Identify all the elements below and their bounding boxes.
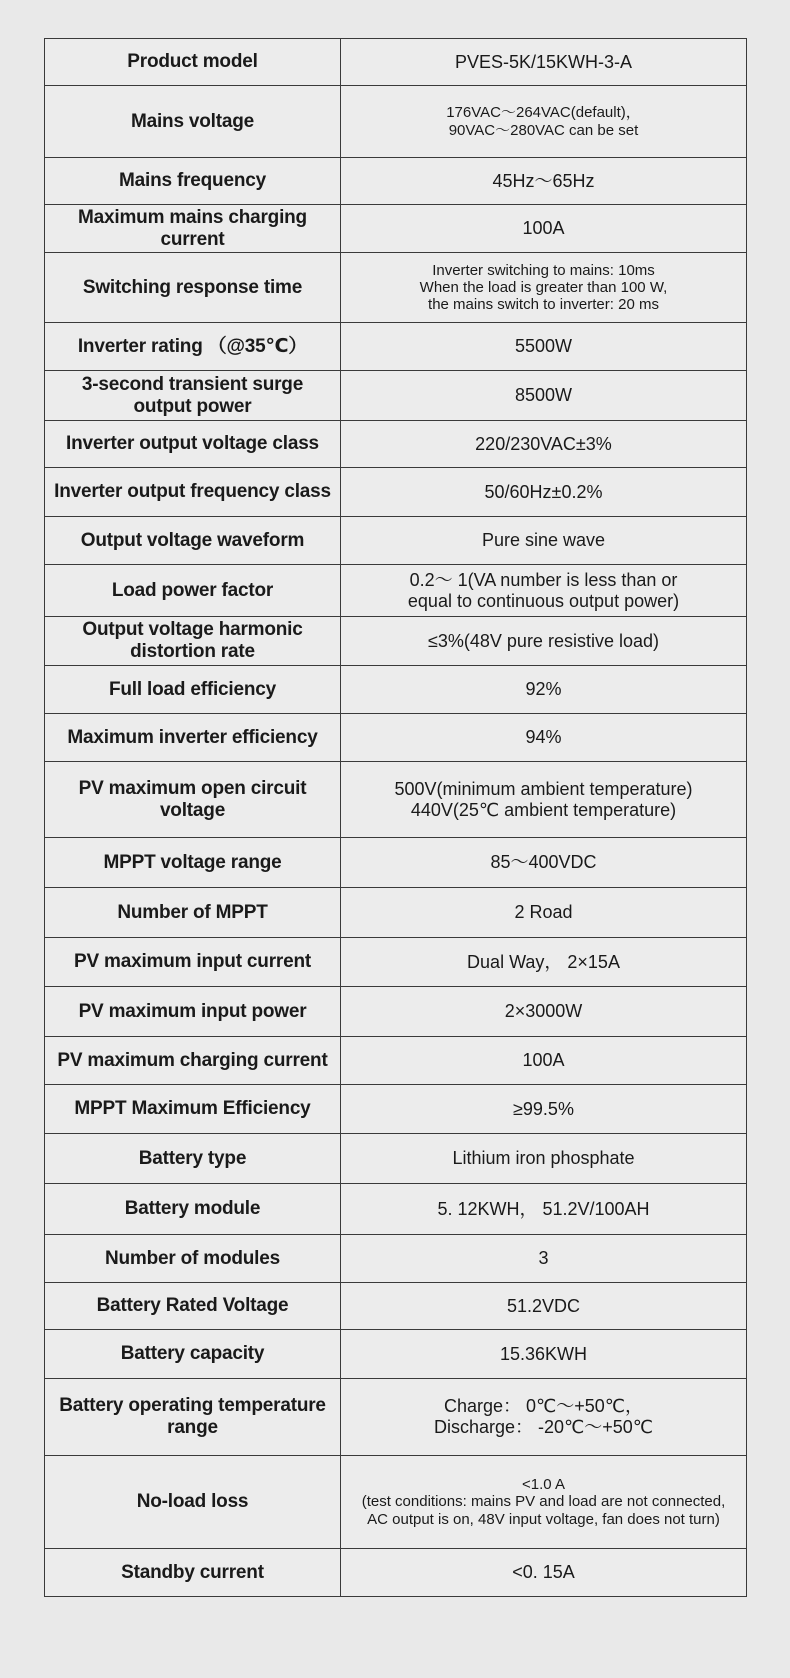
spec-value-line: Inverter switching to mains: 10ms bbox=[432, 261, 655, 279]
spec-label: Inverter output frequency class bbox=[45, 468, 341, 517]
spec-label: Maximum mains charging current bbox=[45, 205, 341, 253]
table-row bbox=[45, 666, 747, 714]
spec-table-body bbox=[45, 39, 747, 1597]
spec-value bbox=[341, 253, 747, 323]
table-row bbox=[45, 1283, 747, 1330]
spec-label: Full load efficiency bbox=[45, 666, 341, 714]
table-row bbox=[45, 323, 747, 371]
spec-value bbox=[341, 838, 747, 888]
spec-value-line: ≤3%(48V pure resistive load) bbox=[428, 630, 659, 651]
spec-value bbox=[341, 205, 747, 253]
table-row bbox=[45, 86, 747, 158]
spec-value bbox=[341, 39, 747, 86]
spec-value bbox=[341, 1235, 747, 1283]
spec-value bbox=[341, 1330, 747, 1379]
spec-label: Output voltage harmonic distortion rate bbox=[45, 617, 341, 666]
spec-label: Battery capacity bbox=[45, 1330, 341, 1379]
table-row bbox=[45, 371, 747, 421]
spec-label: Standby current bbox=[45, 1549, 341, 1597]
spec-value-line: 50/60Hz±0.2% bbox=[484, 481, 603, 502]
table-row bbox=[45, 565, 747, 617]
spec-value bbox=[341, 565, 747, 617]
spec-value bbox=[341, 323, 747, 371]
spec-value-line: 5500W bbox=[514, 336, 573, 357]
spec-value-line: 500V(minimum ambient temperature) bbox=[394, 778, 693, 799]
spec-value-line: ≥99.5% bbox=[513, 1098, 574, 1119]
spec-value-line: Dual Way， 2×15A bbox=[467, 951, 620, 972]
spec-value bbox=[341, 1085, 747, 1134]
spec-label: Product model bbox=[45, 39, 341, 86]
spec-value-line: 100A bbox=[522, 1050, 565, 1071]
table-row bbox=[45, 253, 747, 323]
spec-value-line: 5. 12KWH， 51.2V/100AH bbox=[437, 1198, 650, 1219]
table-row bbox=[45, 1456, 747, 1549]
spec-value-line: Pure sine wave bbox=[481, 530, 606, 551]
spec-value bbox=[341, 1184, 747, 1235]
table-row bbox=[45, 1549, 747, 1597]
table-row bbox=[45, 1330, 747, 1379]
spec-label: MPPT Maximum Efficiency bbox=[45, 1085, 341, 1134]
spec-value-line: 176VAC～264VAC(default)， bbox=[446, 104, 641, 122]
spec-value-line: Charge： 0℃～+50℃， bbox=[443, 1396, 643, 1417]
spec-label: MPPT voltage range bbox=[45, 838, 341, 888]
spec-label: Battery type bbox=[45, 1134, 341, 1184]
spec-value-line: 8500W bbox=[514, 385, 573, 406]
spec-value-line: 220/230VAC±3% bbox=[475, 433, 612, 454]
spec-value-line: 94% bbox=[525, 727, 562, 748]
spec-value-line: PVES-5K/15KWH-3-A bbox=[454, 51, 633, 72]
spec-value-line: 92% bbox=[525, 679, 562, 700]
spec-label: Mains voltage bbox=[45, 86, 341, 158]
spec-value bbox=[341, 86, 747, 158]
spec-table bbox=[44, 38, 747, 1597]
spec-value-line: 51.2VDC bbox=[506, 1295, 581, 1316]
table-row bbox=[45, 1085, 747, 1134]
spec-label: Mains frequency bbox=[45, 158, 341, 205]
spec-value-line: 45Hz～65Hz bbox=[492, 170, 595, 191]
spec-label: 3-second transient surge output power bbox=[45, 371, 341, 421]
spec-value bbox=[341, 888, 747, 938]
spec-value-line: 90VAC～280VAC can be set bbox=[448, 121, 639, 139]
spec-value bbox=[341, 421, 747, 468]
spec-value-line: When the load is greater than 100 W, bbox=[419, 278, 668, 296]
spec-label: Output voltage waveform bbox=[45, 517, 341, 565]
spec-value-line: AC output is on, 48V input voltage, fan does not turn) bbox=[367, 1510, 720, 1528]
spec-label: PV maximum input current bbox=[45, 938, 341, 987]
spec-value-line: Discharge： -20℃～+50℃ bbox=[433, 1417, 653, 1437]
spec-label: Load power factor bbox=[45, 565, 341, 617]
spec-label: Battery Rated Voltage bbox=[45, 1283, 341, 1330]
spec-label: Inverter output voltage class bbox=[45, 421, 341, 468]
spec-label: Maximum inverter efficiency bbox=[45, 714, 341, 762]
spec-value-line: 85～400VDC bbox=[490, 852, 597, 873]
spec-value bbox=[341, 158, 747, 205]
spec-value bbox=[341, 1037, 747, 1085]
spec-value-line: Lithium iron phosphate bbox=[452, 1148, 635, 1169]
table-row bbox=[45, 1379, 747, 1456]
spec-value-line: 15.36KWH bbox=[499, 1343, 588, 1364]
spec-value bbox=[341, 938, 747, 987]
spec-label: PV maximum charging current bbox=[45, 1037, 341, 1085]
spec-value bbox=[341, 666, 747, 714]
table-row bbox=[45, 1184, 747, 1235]
table-row bbox=[45, 838, 747, 888]
spec-label: Battery operating temperature range bbox=[45, 1379, 341, 1456]
table-row bbox=[45, 938, 747, 987]
spec-value-line: 0.2～ 1(VA number is less than or bbox=[409, 569, 678, 590]
spec-label: Inverter rating （@35℃） bbox=[45, 323, 341, 371]
spec-value bbox=[341, 517, 747, 565]
spec-value-line: the mains switch to inverter: 20 ms bbox=[428, 296, 659, 314]
table-row bbox=[45, 1134, 747, 1184]
table-row bbox=[45, 888, 747, 938]
spec-value bbox=[341, 1134, 747, 1184]
spec-value-line: <1.0 A bbox=[522, 1476, 565, 1494]
spec-value bbox=[341, 762, 747, 838]
spec-label: PV maximum input power bbox=[45, 987, 341, 1037]
spec-value-line: 100A bbox=[522, 218, 565, 239]
spec-value bbox=[341, 617, 747, 666]
spec-value bbox=[341, 714, 747, 762]
spec-value bbox=[341, 1283, 747, 1330]
table-row bbox=[45, 1037, 747, 1085]
spec-value-line: <0. 15A bbox=[512, 1562, 575, 1583]
spec-label: No-load loss bbox=[45, 1456, 341, 1549]
spec-label: Number of MPPT bbox=[45, 888, 341, 938]
table-row bbox=[45, 987, 747, 1037]
spec-value-line: 3 bbox=[538, 1248, 549, 1269]
spec-label: PV maximum open circuit voltage bbox=[45, 762, 341, 838]
spec-value-line: 2 Road bbox=[514, 902, 573, 923]
spec-value-line: (test conditions: mains PV and load are not connected, bbox=[361, 1493, 726, 1511]
table-row bbox=[45, 1235, 747, 1283]
table-row bbox=[45, 39, 747, 86]
spec-label: Number of modules bbox=[45, 1235, 341, 1283]
spec-value bbox=[341, 468, 747, 517]
spec-value bbox=[341, 371, 747, 421]
table-row bbox=[45, 468, 747, 517]
spec-value bbox=[341, 987, 747, 1037]
spec-value-line: 2×3000W bbox=[504, 1001, 583, 1022]
table-row bbox=[45, 617, 747, 666]
spec-label: Switching response time bbox=[45, 253, 341, 323]
table-row bbox=[45, 762, 747, 838]
spec-value bbox=[341, 1456, 747, 1549]
spec-value bbox=[341, 1379, 747, 1456]
table-row bbox=[45, 205, 747, 253]
table-row bbox=[45, 158, 747, 205]
spec-label: Battery module bbox=[45, 1184, 341, 1235]
table-row bbox=[45, 421, 747, 468]
table-row bbox=[45, 714, 747, 762]
table-row bbox=[45, 517, 747, 565]
spec-value-line: equal to continuous output power) bbox=[407, 590, 680, 611]
spec-value bbox=[341, 1549, 747, 1597]
spec-value-line: 440V(25℃ ambient temperature) bbox=[410, 799, 677, 820]
